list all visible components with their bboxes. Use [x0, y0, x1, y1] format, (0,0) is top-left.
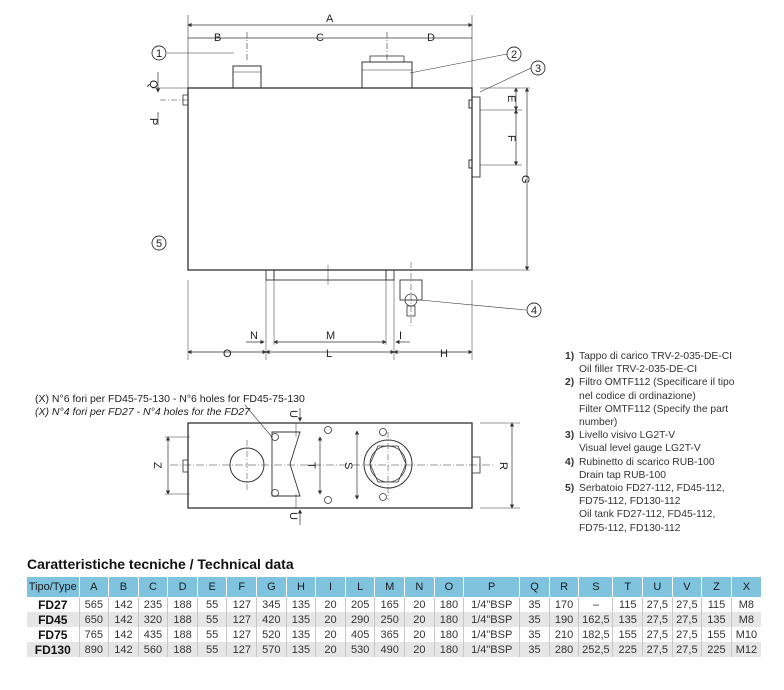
table-cell: 115	[702, 597, 732, 612]
table-cell: 35	[520, 612, 550, 627]
table-cell: 127	[227, 642, 257, 657]
note-number: 2)	[565, 377, 575, 389]
column-header: M	[375, 577, 405, 597]
table-cell: 35	[520, 627, 550, 642]
table-cell: 35	[520, 597, 550, 612]
model-name-cell: FD130	[27, 642, 79, 657]
column-header: Z	[702, 577, 732, 597]
note-item-2	[565, 376, 770, 429]
table-cell: 190	[549, 612, 579, 627]
table-cell: 280	[549, 642, 579, 657]
dim-label-m: M	[326, 330, 336, 342]
table-cell: 365	[375, 627, 405, 642]
note-line: Livello visivo LG2T-V	[579, 430, 676, 442]
table-cell: 27,5	[643, 597, 673, 612]
table-cell: 20	[405, 612, 435, 627]
table-cell: 27,5	[672, 612, 702, 627]
table-cell: 570	[257, 642, 287, 657]
component-notes	[565, 350, 770, 535]
dim-label-h: H	[440, 348, 448, 360]
dim-label-q: Q	[147, 80, 159, 89]
table-cell: 142	[109, 627, 139, 642]
note-number: 5)	[565, 483, 575, 495]
table-cell: 127	[227, 597, 257, 612]
svg-text:1: 1	[156, 48, 163, 60]
dim-label-t: T	[305, 462, 317, 469]
column-header: F	[227, 577, 257, 597]
model-name-cell: FD75	[27, 627, 79, 642]
table-cell: 20	[316, 612, 346, 627]
column-header: E	[197, 577, 227, 597]
front-view	[152, 15, 531, 360]
column-header: G	[257, 577, 287, 597]
dim-label-u-top: U	[287, 410, 299, 418]
table-cell: 180	[434, 612, 464, 627]
column-header: R	[549, 577, 579, 597]
dim-label-u-bottom: U	[287, 512, 299, 520]
table-row	[27, 597, 761, 612]
table-cell: 188	[168, 612, 198, 627]
table-header-row	[27, 577, 761, 597]
table-cell: 20	[405, 597, 435, 612]
table-cell: 27,5	[672, 597, 702, 612]
note-line: Serbatoio FD27-112, FD45-112,	[579, 483, 725, 495]
note-line: FD75-112, FD130-112	[579, 522, 681, 534]
column-header: P	[464, 577, 520, 597]
table-cell: 490	[375, 642, 405, 657]
dim-label-p: P	[147, 118, 159, 126]
table-cell: 235	[138, 597, 168, 612]
table-cell: 20	[405, 627, 435, 642]
table-cell: 290	[345, 612, 375, 627]
table-cell: 155	[702, 627, 732, 642]
table-cell: 1/4"BSP	[464, 627, 520, 642]
table-cell: 520	[257, 627, 287, 642]
dim-label-o: O	[223, 348, 232, 360]
table-cell: 27,5	[643, 612, 673, 627]
column-header: B	[109, 577, 139, 597]
table-cell: 1/4"BSP	[464, 642, 520, 657]
table-cell: 162,5	[579, 612, 613, 627]
note-line: Drain tap RUB-100	[579, 469, 666, 481]
table-row	[27, 642, 761, 657]
note-item-4	[565, 456, 770, 482]
table-cell: 135	[286, 612, 316, 627]
callout-1	[152, 46, 166, 60]
svg-text:5: 5	[156, 238, 163, 250]
dim-label-a: A	[326, 13, 334, 25]
table-cell: 210	[549, 627, 579, 642]
table-cell: 55	[197, 597, 227, 612]
table-cell: 115	[613, 597, 643, 612]
table-cell: 27,5	[672, 627, 702, 642]
column-header: N	[405, 577, 435, 597]
table-cell: 55	[197, 642, 227, 657]
dim-label-d: D	[427, 32, 435, 44]
table-row	[27, 627, 761, 642]
table-cell: 127	[227, 627, 257, 642]
table-cell: 890	[79, 642, 109, 657]
table-cell: 252,5	[579, 642, 613, 657]
table-cell: 180	[434, 642, 464, 657]
table-cell: M12	[731, 642, 761, 657]
dim-label-z: Z	[151, 462, 163, 469]
column-header: Tipo/Type	[27, 577, 79, 597]
note-item-3	[565, 429, 770, 455]
table-cell: 650	[79, 612, 109, 627]
table-cell: 170	[549, 597, 579, 612]
note-line: nel codice di ordinazione)	[579, 390, 696, 402]
table-cell: 20	[405, 642, 435, 657]
model-name-cell: FD27	[27, 597, 79, 612]
column-header: L	[345, 577, 375, 597]
dim-label-b: B	[214, 32, 222, 44]
dim-label-e: E	[505, 95, 517, 103]
table-cell: 250	[375, 612, 405, 627]
table-cell: 142	[109, 597, 139, 612]
hole-note-1: (X) N°6 fori per FD45-75-130 - N°6 holes for FD45-75-130	[35, 393, 305, 405]
note-line: Visual level gauge LG2T-V	[579, 443, 701, 455]
note-number: 1)	[565, 351, 575, 362]
table-row	[27, 612, 761, 627]
table-cell: 320	[138, 612, 168, 627]
table-cell: 765	[79, 627, 109, 642]
svg-text:4: 4	[531, 305, 538, 317]
column-header: A	[79, 577, 109, 597]
table-cell: 135	[286, 597, 316, 612]
table-cell: 420	[257, 612, 287, 627]
table-cell: 155	[613, 627, 643, 642]
table-cell: 180	[434, 627, 464, 642]
note-line: number)	[579, 417, 618, 429]
table-cell: 435	[138, 627, 168, 642]
note-line: Rubinetto di scarico RUB-100	[579, 456, 715, 468]
table-cell: 135	[286, 627, 316, 642]
note-line: Tappo di carico TRV-2-035-DE-CI	[579, 351, 732, 362]
table-cell: 27,5	[643, 642, 673, 657]
table-cell: M10	[731, 627, 761, 642]
table-cell: 530	[345, 642, 375, 657]
table-cell: 20	[316, 627, 346, 642]
table-cell: 165	[375, 597, 405, 612]
table-cell: 1/4"BSP	[464, 597, 520, 612]
table-cell: M8	[731, 597, 761, 612]
callout-2	[507, 47, 521, 61]
table-cell: 20	[316, 597, 346, 612]
table-cell: –	[579, 597, 613, 612]
table-cell: 180	[434, 597, 464, 612]
note-number: 4)	[565, 456, 575, 468]
table-cell: 188	[168, 627, 198, 642]
table-cell: 560	[138, 642, 168, 657]
note-number: 3)	[565, 430, 575, 442]
dim-label-n: N	[250, 330, 258, 342]
table-cell: 142	[109, 612, 139, 627]
dim-label-f: F	[505, 135, 517, 142]
note-item-5	[565, 482, 770, 535]
column-header: S	[579, 577, 613, 597]
svg-text:2: 2	[511, 49, 518, 61]
note-item-1	[565, 350, 770, 376]
table-cell: M8	[731, 612, 761, 627]
note-line: FD75-112, FD130-112	[579, 496, 681, 508]
table-cell: 135	[702, 612, 732, 627]
technical-data-table	[27, 577, 761, 657]
dim-label-l: L	[326, 348, 333, 360]
table-cell: 20	[316, 642, 346, 657]
table-cell: 55	[197, 612, 227, 627]
table-cell: 225	[702, 642, 732, 657]
note-line: Filter OMTF112 (Specify the part	[579, 403, 729, 415]
column-header: H	[286, 577, 316, 597]
note-line: Filtro OMTF112 (Specificare il tipo	[579, 377, 735, 389]
table-cell: 135	[286, 642, 316, 657]
dim-label-g: G	[519, 175, 531, 184]
column-header: T	[613, 577, 643, 597]
table-cell: 405	[345, 627, 375, 642]
table-body	[27, 597, 761, 657]
table-cell: 142	[109, 642, 139, 657]
table-cell: 55	[197, 627, 227, 642]
table-cell: 35	[520, 642, 550, 657]
table-cell: 225	[613, 642, 643, 657]
table-cell: 27,5	[643, 627, 673, 642]
column-header: Q	[520, 577, 550, 597]
model-name-cell: FD45	[27, 612, 79, 627]
table-cell: 188	[168, 597, 198, 612]
table-cell: 182,5	[579, 627, 613, 642]
table-cell: 205	[345, 597, 375, 612]
table-title: Caratteristiche tecniche / Technical data	[27, 556, 294, 572]
table-cell: 565	[79, 597, 109, 612]
note-line: Oil tank FD27-112, FD45-112,	[579, 509, 716, 521]
table-cell: 127	[227, 612, 257, 627]
column-header: X	[731, 577, 761, 597]
table-cell: 27,5	[672, 642, 702, 657]
note-line: Oil filler TRV-2-035-DE-CI	[579, 364, 698, 376]
column-header: O	[434, 577, 464, 597]
svg-text:3: 3	[535, 63, 542, 75]
column-header: I	[316, 577, 346, 597]
dim-label-i: I	[399, 330, 403, 342]
column-header: U	[643, 577, 673, 597]
table-cell: 1/4"BSP	[464, 612, 520, 627]
table-cell: 135	[613, 612, 643, 627]
hole-note-2: (X) N°4 fori per FD27 - N°4 holes for the FD27	[35, 406, 250, 418]
table-cell: 345	[257, 597, 287, 612]
column-header: C	[138, 577, 168, 597]
table-cell: 188	[168, 642, 198, 657]
callout-5	[152, 236, 166, 250]
dim-label-r: R	[497, 462, 509, 470]
column-header: D	[168, 577, 198, 597]
dim-label-c: C	[316, 32, 324, 44]
callout-3	[531, 61, 545, 75]
column-header: V	[672, 577, 702, 597]
callout-4	[527, 303, 541, 317]
dim-label-s: S	[342, 462, 354, 470]
